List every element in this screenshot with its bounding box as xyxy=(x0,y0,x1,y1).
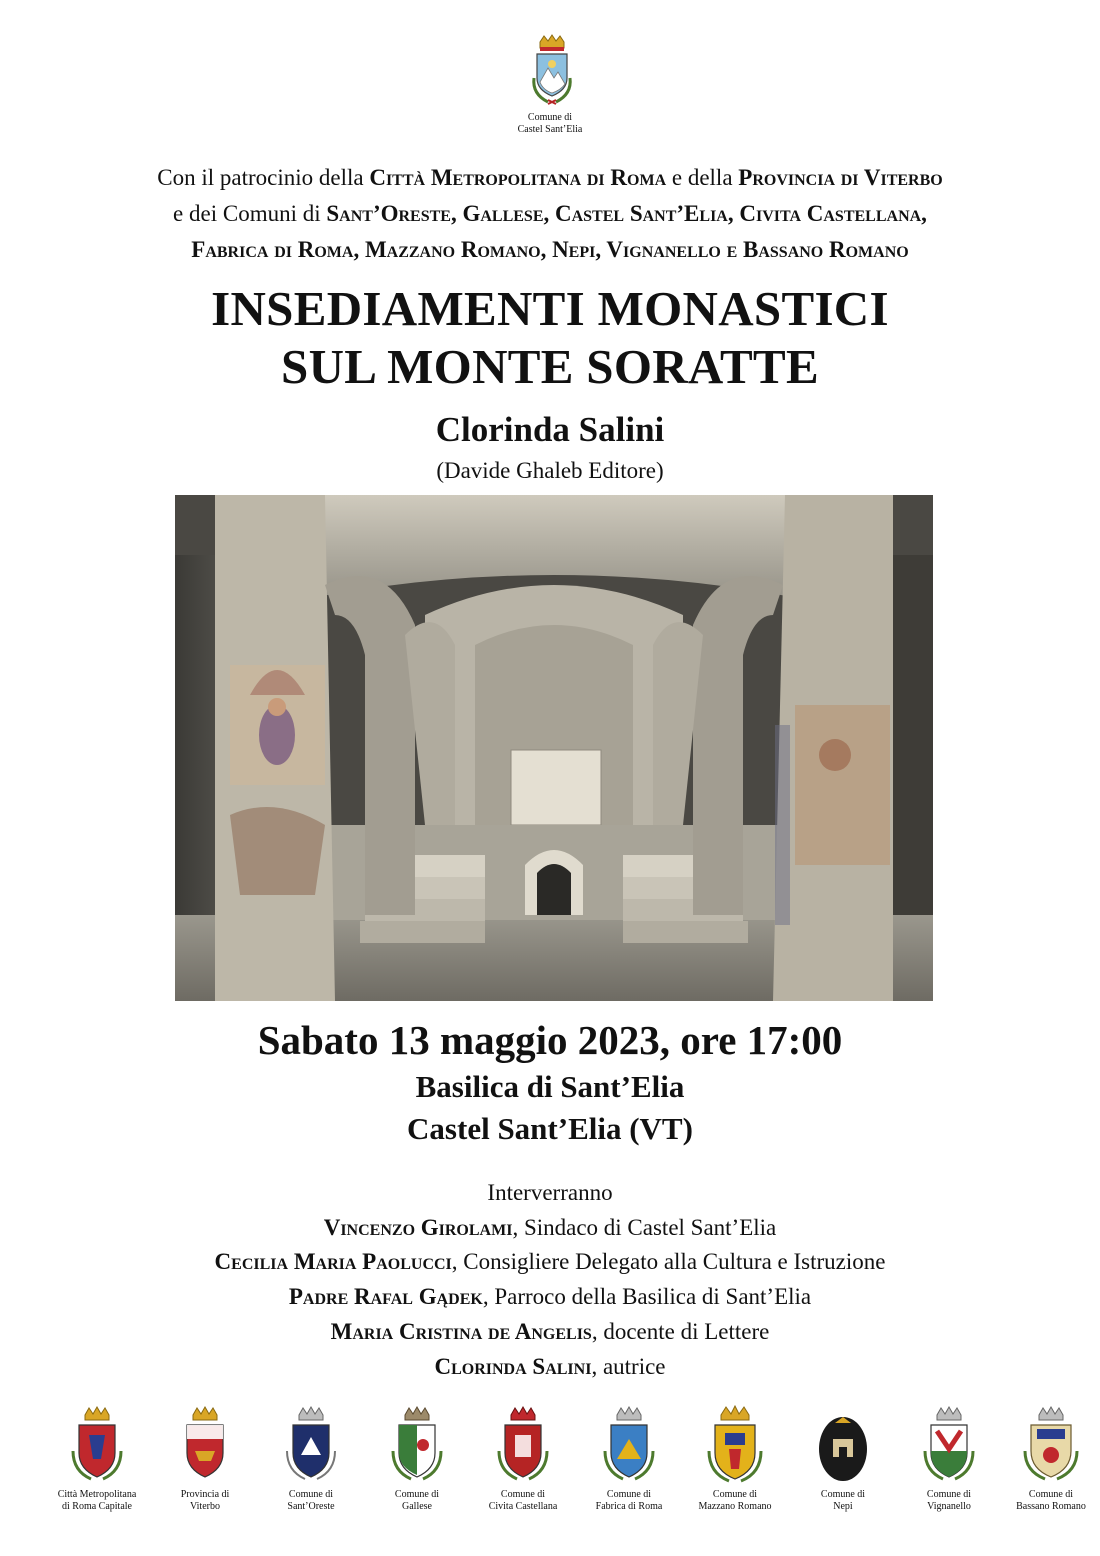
logo-mazzano-romano xyxy=(680,1405,790,1513)
speaker-name: Cecilia Maria Paolucci xyxy=(214,1249,452,1275)
speaker-name: Padre Rafal Gądek xyxy=(288,1284,483,1310)
logo-civita-castellana xyxy=(468,1405,578,1513)
mazzano-romano-crest-icon xyxy=(705,1405,765,1483)
speaker-role: , docente di Lettere xyxy=(591,1318,770,1344)
patronage-intro: Con il patrocinio della xyxy=(157,165,370,190)
santoreste-crest-icon xyxy=(281,1405,341,1483)
venue-location: Castel Sant’Elia (VT) xyxy=(407,1111,693,1146)
author-name: Clorinda Salini xyxy=(435,410,665,449)
logo-santoreste xyxy=(256,1405,366,1513)
event-date-time: Sabato 13 maggio 2023, ore 17:00 xyxy=(257,1017,843,1063)
speaker-row xyxy=(40,1280,1060,1315)
logo-caption: Città Metropolitana di Roma Capitale xyxy=(57,1489,137,1512)
speakers-section xyxy=(40,1176,1060,1384)
vignanello-crest-icon xyxy=(919,1405,979,1483)
logo-caption: Comune di Fabrica di Roma xyxy=(595,1489,663,1512)
logo-vignanello xyxy=(894,1405,1004,1513)
speakers-heading: Interverranno xyxy=(487,1180,613,1205)
nepi-crest-icon xyxy=(813,1405,873,1483)
speaker-role: , Parroco della Basilica di Sant’Elia xyxy=(482,1284,812,1310)
speaker-name: Clorinda Salini xyxy=(434,1353,592,1379)
logo-caption: Comune di Nepi xyxy=(820,1489,866,1512)
speaker-row xyxy=(40,1315,1060,1350)
patron-metropolitan-city: Città Metropolitana di Roma xyxy=(369,165,667,190)
logo-caption: Comune di Bassano Romano xyxy=(1016,1489,1086,1512)
title-line-1: INSEDIAMENTI MONASTICI xyxy=(211,281,889,336)
publisher: (Davide Ghaleb Editore) xyxy=(436,458,664,483)
speaker-row xyxy=(40,1245,1060,1280)
gallese-crest-icon xyxy=(387,1405,447,1483)
speaker-row xyxy=(40,1211,1060,1246)
crest-caption: Comune di Castel Sant’Elia xyxy=(517,112,583,135)
logo-caption: Comune di Gallese xyxy=(394,1489,440,1512)
provincia-viterbo-crest-icon xyxy=(175,1405,235,1483)
event-venue xyxy=(40,1066,1060,1150)
speaker-name: Maria Cristina de Angelis xyxy=(330,1318,592,1344)
fabrica-di-roma-crest-icon xyxy=(599,1405,659,1483)
speaker-row xyxy=(40,1350,1060,1385)
logo-gallese xyxy=(362,1405,472,1513)
logo-caption: Comune di Sant’Oreste xyxy=(287,1489,335,1512)
logo-provincia-viterbo xyxy=(150,1405,260,1513)
event-title xyxy=(40,280,1060,396)
speaker-role: , autrice xyxy=(591,1353,666,1379)
logo-citta-metropolitana xyxy=(42,1405,152,1513)
logo-fabrica-di-roma xyxy=(574,1405,684,1513)
patronage-conjunction: e della xyxy=(666,165,739,190)
patron-province: Provincia di Viterbo xyxy=(738,165,943,190)
logo-caption: Provincia di Viterbo xyxy=(180,1489,230,1512)
citta-metropolitana-crest-icon xyxy=(67,1405,127,1483)
title-line-2: SUL MONTE SORATTE xyxy=(281,339,819,394)
bassano-romano-crest-icon xyxy=(1021,1405,1081,1483)
patronage-municipalities-intro: e dei Comuni di xyxy=(173,201,327,226)
civita-castellana-crest-icon xyxy=(493,1405,553,1483)
patron-municipalities-2: Fabrica di Roma, Mazzano Romano, Nepi, Vignanello e Bassano Romano xyxy=(191,237,909,262)
basilica-interior-photo xyxy=(175,495,933,1001)
logo-caption: Comune di Civita Castellana xyxy=(488,1489,558,1512)
sponsor-logos xyxy=(20,1405,1086,1535)
patronage-text xyxy=(40,160,1060,268)
speaker-role: , Consigliere Delegato alla Cultura e Istruzione xyxy=(451,1249,886,1275)
venue-name: Basilica di Sant’Elia xyxy=(415,1069,685,1104)
logo-caption: Comune di Mazzano Romano xyxy=(698,1489,772,1512)
castel-santelia-crest-icon xyxy=(528,34,576,110)
speaker-role: , Sindaco di Castel Sant’Elia xyxy=(512,1214,777,1240)
logo-nepi xyxy=(788,1405,898,1513)
logo-bassano-romano xyxy=(996,1405,1100,1513)
logo-caption: Comune di Vignanello xyxy=(926,1489,972,1512)
patron-municipalities-1: Sant’Oreste, Gallese, Castel Sant’Elia, Civita Castellana, xyxy=(326,201,927,226)
speaker-name: Vincenzo Girolami xyxy=(323,1214,513,1240)
